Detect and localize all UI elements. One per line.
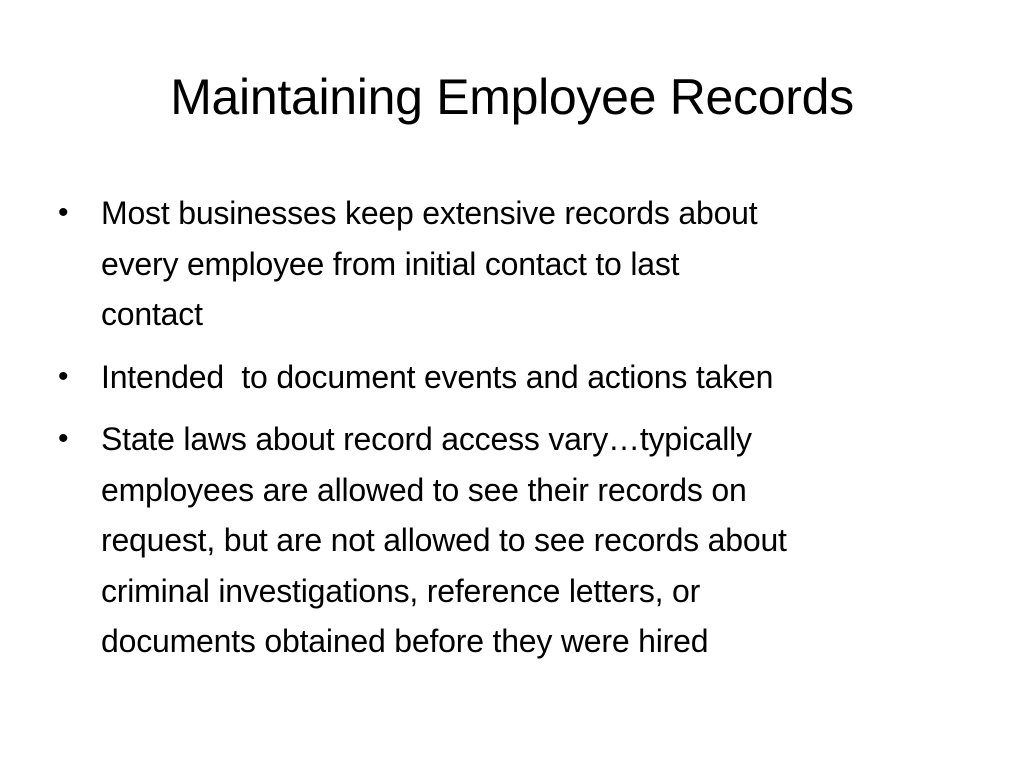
- bullet-text-line: request, but are not allowed to see records about: [101, 522, 787, 558]
- bullet-text-line: criminal investigations, reference letters, or: [101, 572, 701, 609]
- bullet-text-line: every employee from initial contact to last: [101, 245, 680, 282]
- bullet-marker: •: [58, 422, 69, 455]
- bullet-list: [58, 188, 988, 679]
- bullet-text-line: Intended to document events and actions taken: [101, 358, 774, 395]
- bullet-marker: •: [58, 196, 69, 229]
- bullet-marker: •: [58, 359, 69, 393]
- bullet-text-line: documents obtained before they were hired: [101, 623, 709, 659]
- bullet-item: [58, 414, 988, 667]
- bullet-text-line: employees are allowed to see their records on: [101, 471, 747, 508]
- slide-title: Maintaining Employee Records: [170, 69, 854, 125]
- bullet-text-line: State laws about record access vary…typically: [101, 421, 752, 457]
- bullet-text-line: contact: [101, 296, 203, 332]
- bullet-text-line: Most businesses keep extensive records about: [101, 195, 758, 231]
- bullet-item: [58, 188, 988, 340]
- bullet-item: [58, 352, 988, 403]
